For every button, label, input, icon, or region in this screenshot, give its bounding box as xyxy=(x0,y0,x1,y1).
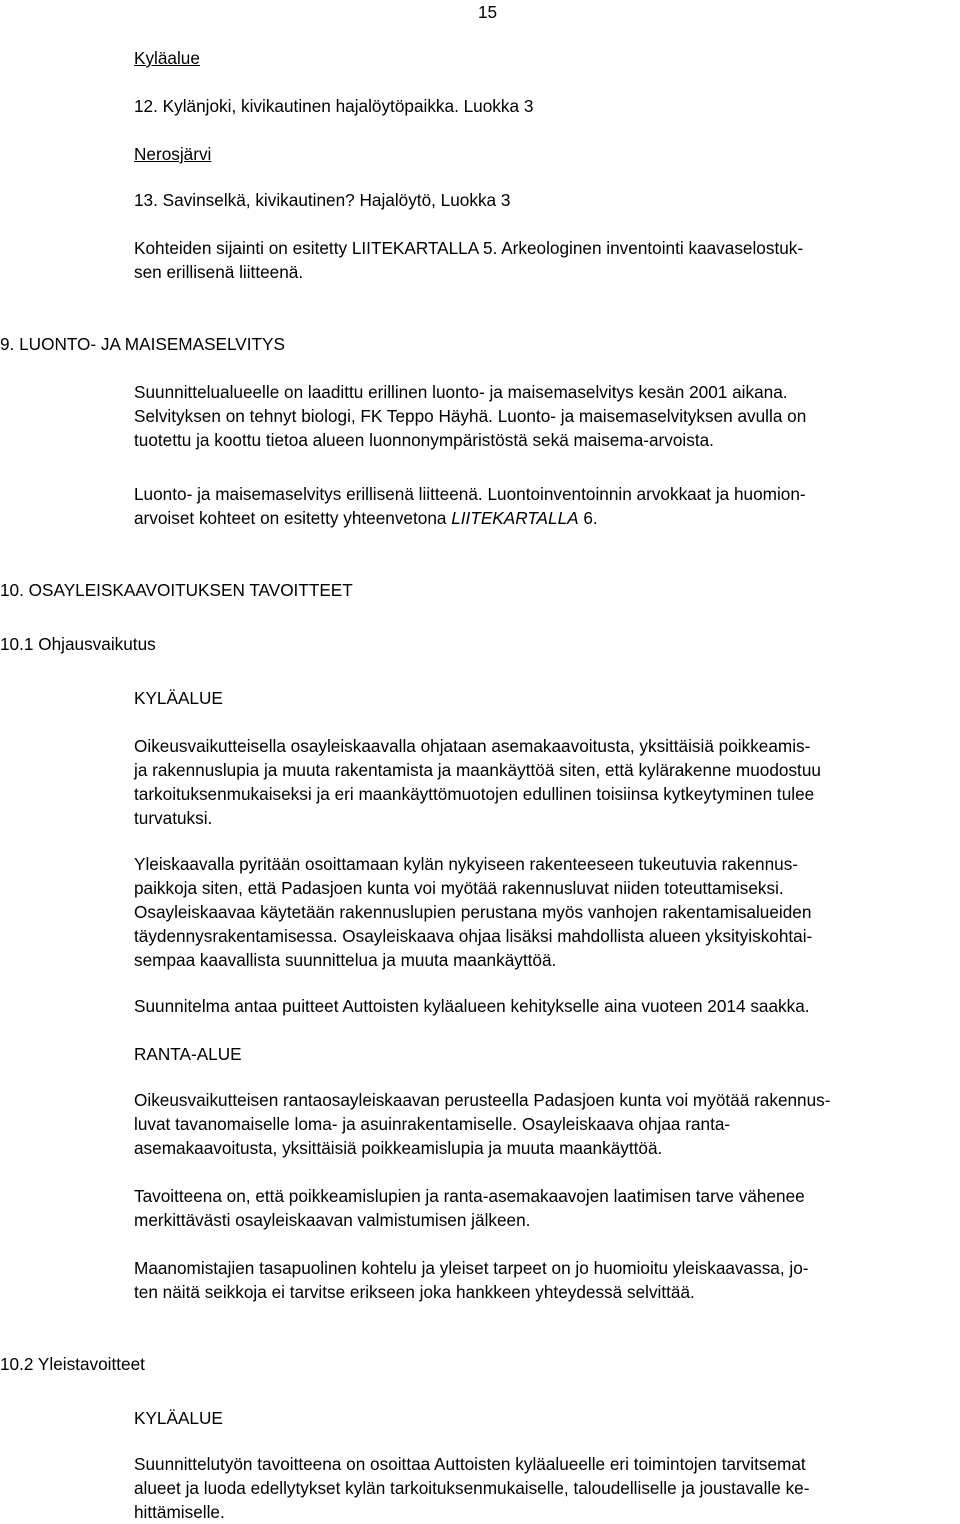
text-line: Oikeusvaikutteisen rantaosayleiskaavan perusteella Padasjoen kunta voi myötää rakennus- xyxy=(134,1090,831,1110)
text-line: merkittävästi osayleiskaavan valmistumisen jälkeen. xyxy=(134,1210,531,1230)
text-line: hittämiselle. xyxy=(134,1502,225,1522)
liitekartalla-reference: LIITEKARTALLA xyxy=(451,508,579,528)
suunnitelma-paragraph: Suunnitelma antaa puitteet Auttoisten kyläalueen kehitykselle aina vuoteen 2014 saakka. xyxy=(134,996,810,1016)
kylaalue-heading-2: KYLÄALUE xyxy=(134,1408,223,1428)
text-line: Osayleiskaavaa käytetään rakennuslupien perustana myös vanhojen rakentamisalueiden xyxy=(134,902,812,922)
suunnittelutyon-paragraph xyxy=(134,1452,954,1524)
text-line: ten näitä seikkoja ei tarvitse erikseen joka hankkeen yhteydessä selvittää. xyxy=(134,1282,695,1302)
maanomistajien-paragraph xyxy=(134,1256,954,1304)
text-line: Suunnittelualueelle on laadittu erillinen luonto- ja maisemaselvitys kesän 2001 aikana. xyxy=(134,382,788,402)
item-12: 12. Kylänjoki, kivikautinen hajalöytöpaikka. Luokka 3 xyxy=(134,96,534,116)
luonto-paragraph-2 xyxy=(134,482,954,530)
kylaalue-link[interactable]: Kyläalue xyxy=(134,48,200,68)
text-line: Oikeusvaikutteisella osayleiskaavalla ohjataan asemakaavoitusta, yksittäisiä poikkeamis- xyxy=(134,736,811,756)
text-line: täydennysrakentamisessa. Osayleiskaava ohjaa lisäksi mahdollista alueen yksityiskohtai- xyxy=(134,926,813,946)
text-line: tuotettu ja koottu tietoa alueen luonnonympäristöstä sekä maisema-arvoista. xyxy=(134,430,714,450)
text-line: alueet ja luoda edellytykset kylän tarkoituksenmukaiselle, taloudelliselle ja joustavalle ke- xyxy=(134,1478,810,1498)
text-span: arvoiset kohteet on esitetty yhteenvetona xyxy=(134,508,452,528)
text-line: Maanomistajien tasapuolinen kohtelu ja yleiset tarpeet on jo huomioitu yleiskaavassa, jo- xyxy=(134,1258,809,1278)
luonto-paragraph-1 xyxy=(134,380,954,452)
yleiskaavalla-paragraph xyxy=(134,852,954,972)
nerosjarvi-link[interactable]: Nerosjärvi xyxy=(134,144,212,164)
text-line: turvatuksi. xyxy=(134,808,213,828)
text-line: sempaa kaavallista suunnittelua ja muuta maankäyttöä. xyxy=(134,950,557,970)
text-line: Suunnittelutyön tavoitteena on osoittaa Auttoisten kyläalueelle eri toimintojen tarvitsemat xyxy=(134,1454,806,1474)
ranta-alue-heading: RANTA-ALUE xyxy=(134,1044,242,1064)
text-line: Selvityksen on tehnyt biologi, FK Teppo Häyhä. Luonto- ja maisemaselvityksen avulla on xyxy=(134,406,807,426)
kylaalue-heading: KYLÄALUE xyxy=(134,688,223,708)
text-line: tarkoituksenmukaiseksi ja eri maankäyttömuotojen edullinen toisiinsa kytkeytyminen tulee xyxy=(134,784,815,804)
text-line: asemakaavoitusta, yksittäisiä poikkeamislupia ja muuta maankäyttöä. xyxy=(134,1138,663,1158)
oikeusvaikutteisella-paragraph xyxy=(134,734,954,830)
text-line: Kohteiden sijainti on esitetty LIITEKARTALLA 5. Arkeologinen inventointi kaavaselostuk- xyxy=(134,238,804,258)
text-line: luvat tavanomaiselle loma- ja asuinrakentamiselle. Osayleiskaava ohjaa ranta- xyxy=(134,1114,731,1134)
kohteet-paragraph xyxy=(134,236,954,284)
text-line: sen erillisenä liitteenä. xyxy=(134,262,304,282)
heading-10-2: 10.2 Yleistavoitteet xyxy=(0,1354,145,1374)
rantaosayleiskaava-paragraph xyxy=(134,1088,954,1160)
heading-10-1: 10.1 Ohjausvaikutus xyxy=(0,634,156,654)
text-line: ja rakennuslupia ja muuta rakentamista ja maankäyttöä siten, että kylärakenne muodostuu xyxy=(134,760,821,780)
text-line xyxy=(134,506,954,530)
page-number: 15 xyxy=(478,2,498,22)
text-line: paikkoja siten, että Padasjoen kunta voi myötää rakennusluvat niiden toteuttamiseksi. xyxy=(134,878,784,898)
heading-10: 10. OSAYLEISKAAVOITUKSEN TAVOITTEET xyxy=(0,580,353,600)
text-line: Yleiskaavalla pyritään osoittamaan kylän nykyiseen rakenteeseen tukeutuvia rakennus- xyxy=(134,854,799,874)
tavoitteena-paragraph xyxy=(134,1184,954,1232)
item-13: 13. Savinselkä, kivikautinen? Hajalöytö, Luokka 3 xyxy=(134,190,511,210)
text-line: Luonto- ja maisemaselvitys erillisenä liitteenä. Luontoinventoinnin arvokkaat ja huomion- xyxy=(134,484,806,504)
text-span: 6. xyxy=(578,508,598,528)
heading-9: 9. LUONTO- JA MAISEMASELVITYS xyxy=(0,334,285,354)
text-line: Tavoitteena on, että poikkeamislupien ja ranta-asemakaavojen laatimisen tarve vähenee xyxy=(134,1186,805,1206)
